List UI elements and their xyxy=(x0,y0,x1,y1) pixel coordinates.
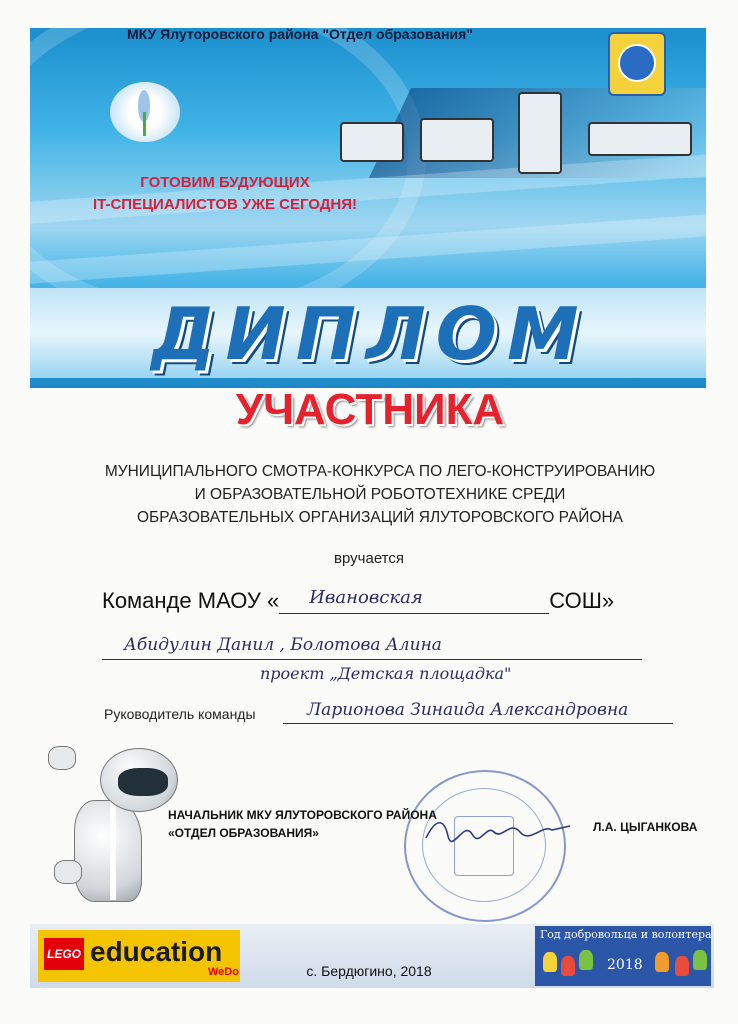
hand-icon xyxy=(675,956,689,976)
lego-product: education xyxy=(90,936,223,967)
team-prefix: Команде МАОУ « xyxy=(102,588,280,613)
signatory-name: Л.А. ЦЫГАНКОВА xyxy=(593,820,698,834)
robot-body xyxy=(74,800,142,902)
hand-icon xyxy=(543,952,557,972)
team-name-blank xyxy=(279,587,549,614)
slogan-line: ГОТОВИМ БУДУЮЩИХ xyxy=(140,174,310,191)
hand-icon xyxy=(693,950,707,970)
project-handwritten: проект „Детская площадка" xyxy=(260,664,512,683)
hand-icon xyxy=(561,956,575,976)
robot-icon xyxy=(588,122,692,156)
team-name-handwritten: Ивановская xyxy=(309,587,423,608)
members-handwritten: Абидулин Данил , Болотова Алина xyxy=(124,635,442,655)
description-line: ОБРАЗОВАТЕЛЬНЫХ ОРГАНИЗАЦИЙ ЯЛУТОРОВСКОГО РАЙОНА xyxy=(136,509,624,526)
leader-line xyxy=(283,700,673,724)
members-line xyxy=(102,633,642,660)
slogan xyxy=(60,172,390,216)
team-suffix: СОШ» xyxy=(549,588,615,613)
robot-mascot-image xyxy=(40,740,180,910)
robot-icon xyxy=(518,92,562,174)
presented-label: вручается xyxy=(334,550,404,567)
district-emblem-icon xyxy=(608,32,666,96)
page-edge xyxy=(110,800,116,900)
robot-icon xyxy=(420,118,494,162)
robot-hand xyxy=(48,746,76,770)
contest-description xyxy=(40,460,720,529)
robot-visor xyxy=(118,768,168,796)
leader-name-handwritten: Ларионова Зинаида Александровна xyxy=(307,700,629,720)
organization-title: МКУ Ялуторовского района "Отдел образования" xyxy=(127,26,473,42)
diploma-title: ДИПЛОМ xyxy=(151,292,589,376)
signatory-position: НАЧАЛЬНИК МКУ ЯЛУТОРОВСКОГО РАЙОНА xyxy=(168,808,437,822)
robot-hand xyxy=(54,860,82,884)
lego-brand: LEGO xyxy=(44,938,84,970)
hand-icon xyxy=(655,952,669,972)
flower-logo-icon xyxy=(110,82,180,142)
diploma-subtitle: УЧАСТНИКА xyxy=(235,385,505,434)
hand-icon xyxy=(579,950,593,970)
stem xyxy=(143,112,146,136)
signature xyxy=(424,814,574,844)
slogan-line: IT-СПЕЦИАЛИСТОВ УЖЕ СЕГОДНЯ! xyxy=(92,196,358,213)
robot-icon xyxy=(340,122,404,162)
place-date: с. Бердюгино, 2018 xyxy=(306,963,432,979)
team-line xyxy=(102,588,614,614)
lego-robots-image xyxy=(340,88,700,188)
volunteer-year-text: Год добровольца и волонтера xyxy=(540,928,712,941)
description-line: И ОБРАЗОВАТЕЛЬНОЙ РОБОТОТЕХНИКЕ СРЕДИ xyxy=(194,486,566,503)
signatory-department: «ОТДЕЛ ОБРАЗОВАНИЯ» xyxy=(168,826,319,840)
description-line: МУНИЦИПАЛЬНОГО СМОТРА-КОНКУРСА ПО ЛЕГО-КОНСТРУИРОВАНИЮ xyxy=(104,463,656,480)
lego-subbrand: WeDo xyxy=(208,966,239,978)
official-stamp xyxy=(404,770,566,922)
leader-label: Руководитель команды xyxy=(104,706,256,722)
volunteer-year-number: 2018 xyxy=(607,957,643,973)
emblem-center xyxy=(618,44,656,82)
